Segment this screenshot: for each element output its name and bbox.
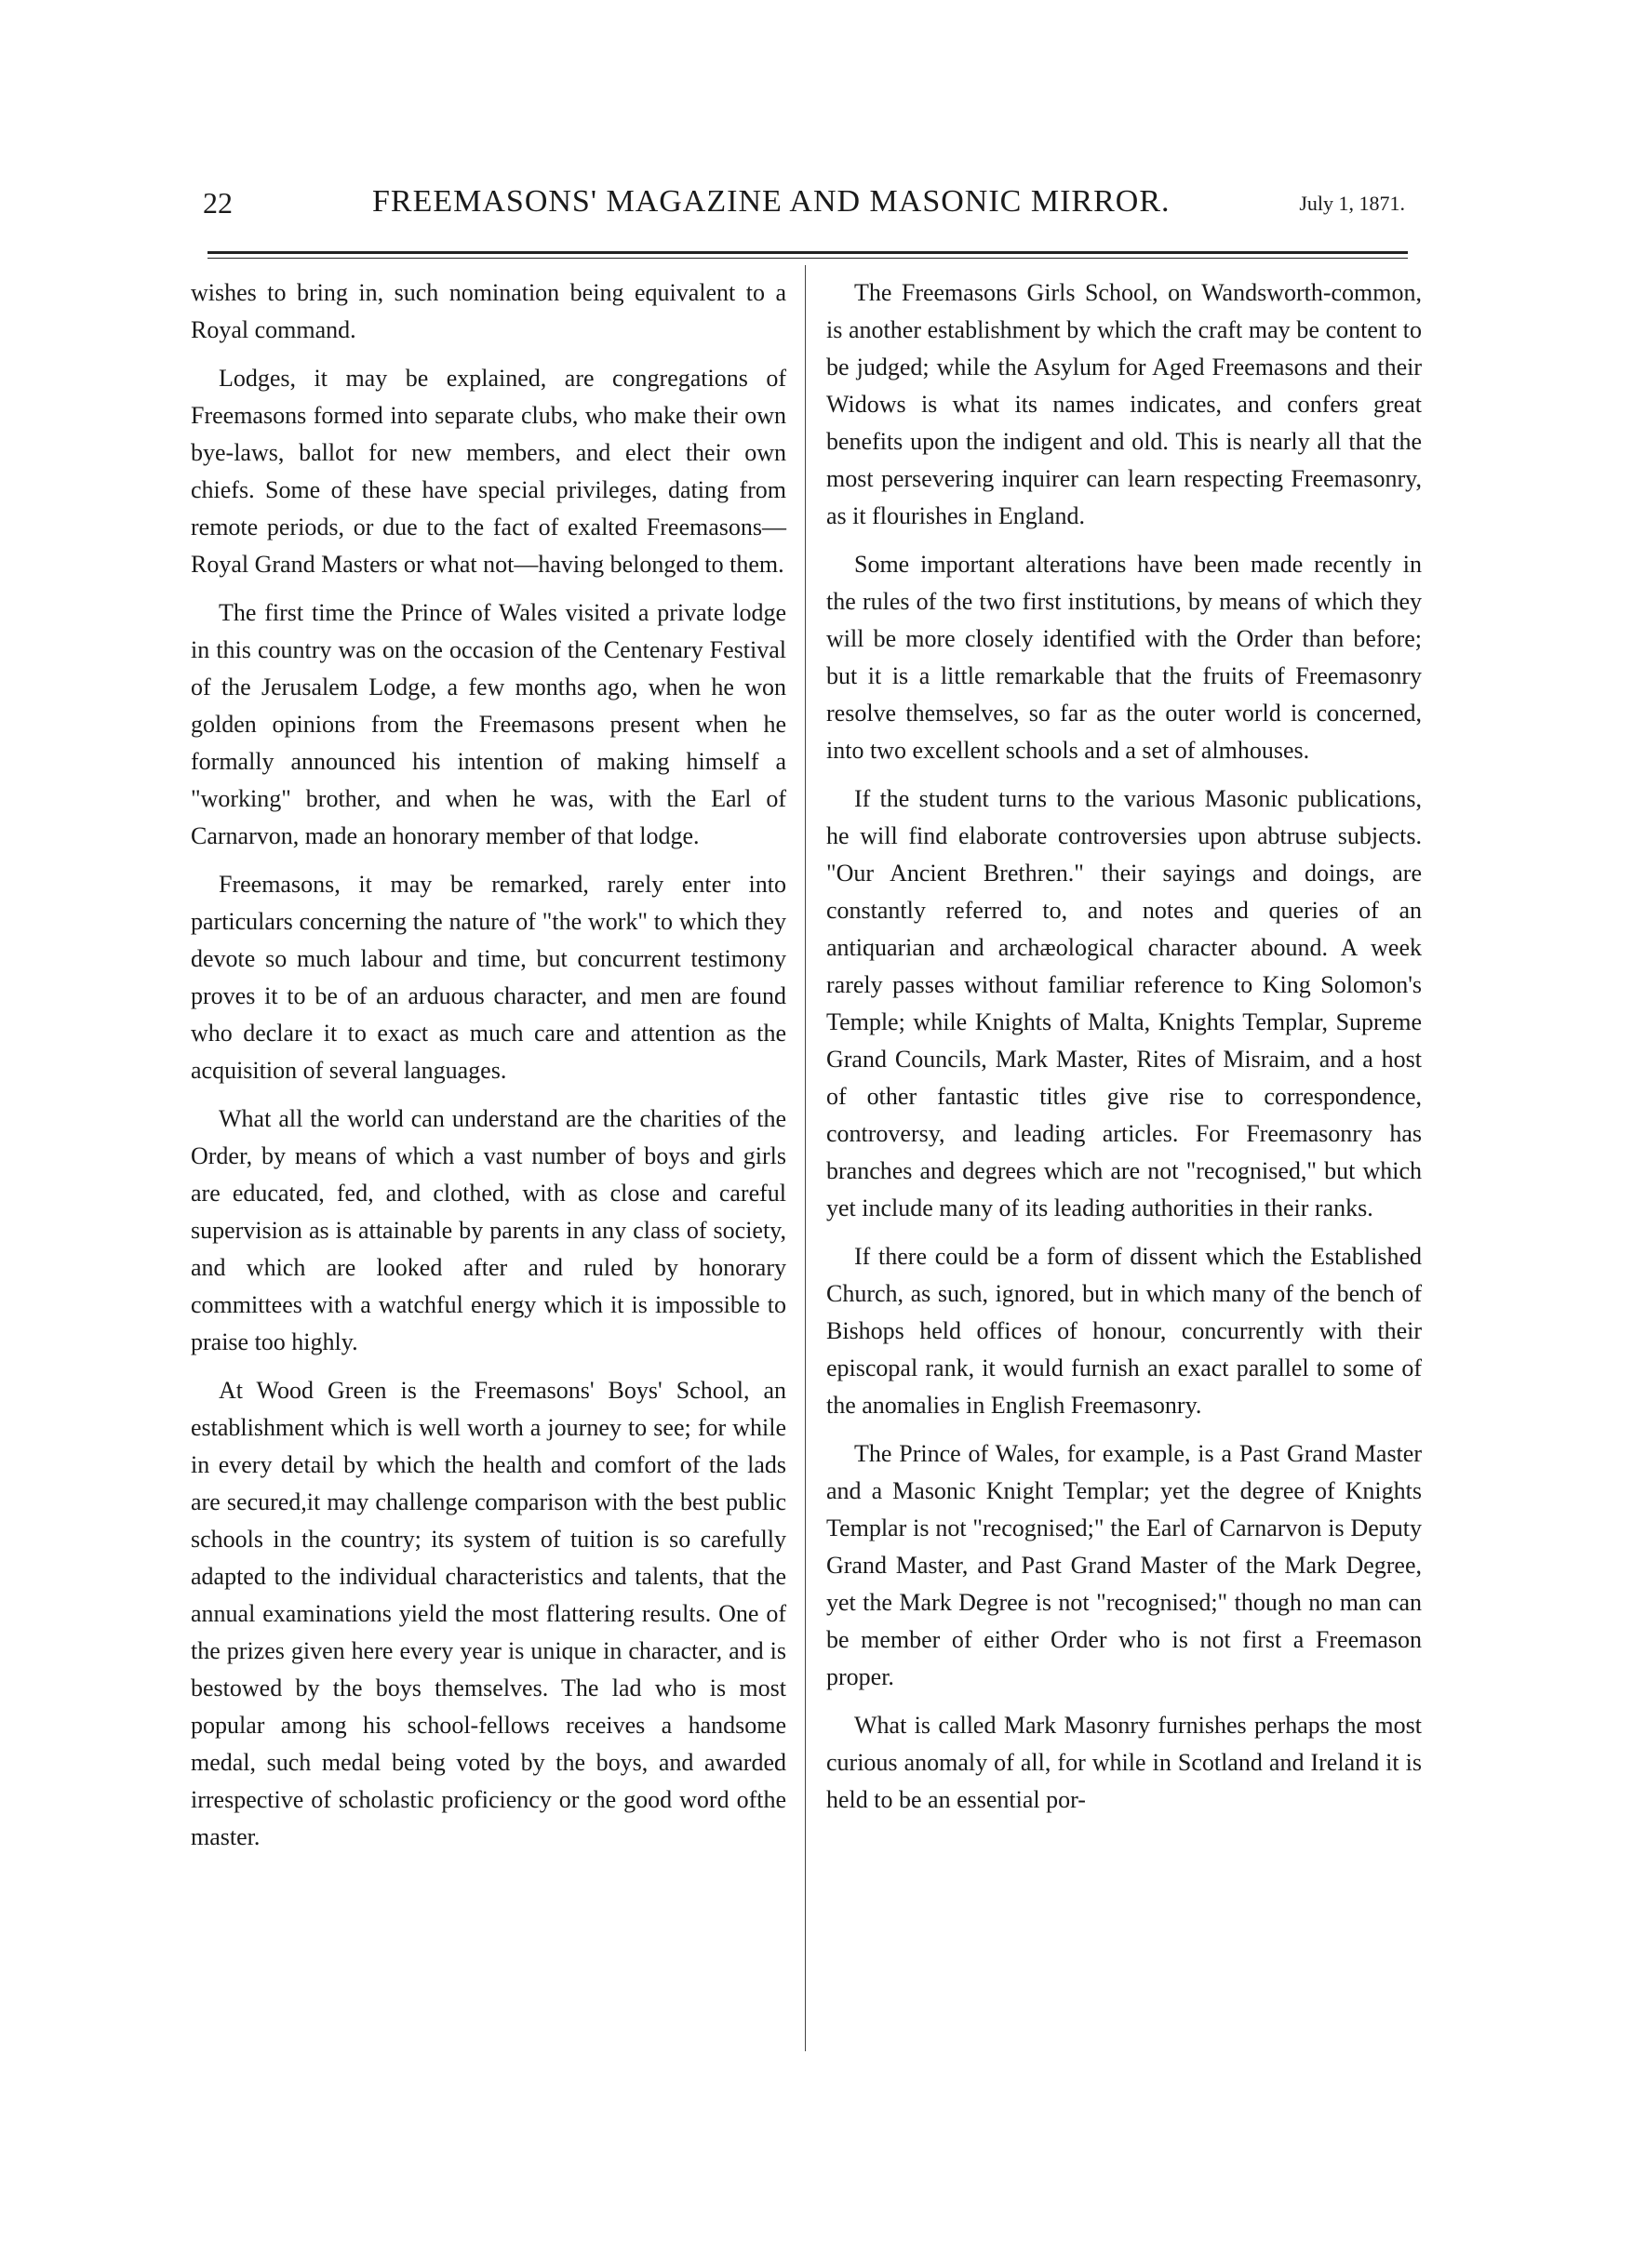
page-header <box>186 149 1405 220</box>
page-number: 22 <box>203 186 233 220</box>
paragraph: If the student turns to the various Masonic publications, he will find elaborate controversies upon abtruse subjects. "Our Ancient Brethren." their sayings and doings, are constantly referred to, and notes and queries of an antiquarian and archæological character abound. A week rarely passes without familiar reference to King Solomon's Temple; while Knights of Malta, Knights Templar, Supreme Grand Councils, Mark Master, Rites of Misraim, and a host of other fantastic titles give rise to correspondence, controversy, and leading articles. For Freemasonry has branches and degrees which are not "recognised," but which yet include many of its leading authorities in their ranks. <box>826 785 1422 1221</box>
paragraph: At Wood Green is the Freemasons' Boys' School, an establishment which is well worth a journey to see; for while in every detail by which the health and comfort of the lads are secured,it may challenge comparison with the best public schools in the country; its system of tuition is so carefully adapted to the individual characteristics and talents, that the annual examinations yield the most flattering results. One of the prizes given here every year is unique in character, and is bestowed by the boys themselves. The lad who is most popular among his school-fellows receives a handsome medal, such medal being voted by the boys, and awarded irrespective of scholastic proficiency or the good word ofthe master. <box>191 1377 786 1850</box>
issue-date: July 1, 1871. <box>1299 192 1405 215</box>
left-column <box>191 274 786 1867</box>
paragraph: Freemasons, it may be remarked, rarely enter into particulars concerning the nature of "the work" to which they devote so much labour and time, but concurrent testimony proves it to be of an arduous character, and men are found who declare it to exact as much care and attention as the acquisition of several languages. <box>191 871 786 1084</box>
paragraph: Some important alterations have been made recently in the rules of the two first institutions, by means of which they will be more closely identified with the Order than before; but it is a little remarkable that the fruits of Freemasonry resolve themselves, so far as the outer world is concerned, into two excellent schools and a set of almhouses. <box>826 551 1422 764</box>
paragraph: What is called Mark Masonry furnishes perhaps the most curious anomaly of all, for while in Scotland and Ireland it is held to be an essential por- <box>826 1712 1422 1813</box>
paragraph: What all the world can understand are the charities of the Order, by means of which a vast number of boys and girls are educated, fed, and clothed, with as close and careful supervision as is attainable by parents in any class of society, and which are looked after and ruled by honorary committees with a watchful energy which it is impossible to praise too highly. <box>191 1105 786 1355</box>
paragraph: If there could be a form of dissent which the Established Church, as such, ignored, but in which many of the bench of Bishops held offices of honour, concurrently with their episcopal rank, it would furnish an exact parallel to some of the anomalies in English Freemasonry. <box>826 1243 1422 1419</box>
paragraph: The Prince of Wales, for example, is a Past Grand Master and a Masonic Knight Templar; yet the degree of Knights Templar is not "recognised;" the Earl of Carnarvon is Deputy Grand Master, and Past Grand Master of the Mark Degree, yet the Mark Degree is not "recognised;" though no man can be member of either Order who is not first a Freemason proper. <box>826 1440 1422 1690</box>
header-rule <box>207 251 1408 259</box>
right-column <box>826 274 1422 1830</box>
paragraph: The Freemasons Girls School, on Wandsworth-common, is another establishment by which the craft may be content to be judged; while the Asylum for Aged Freemasons and their Widows is what its names indicates, and confers great benefits upon the indigent and old. This is nearly all that the most persevering inquirer can learn respecting Freemasonry, as it flourishes in England. <box>826 279 1422 529</box>
paragraph: wishes to bring in, such nomination being equivalent to a Royal command. <box>191 279 786 343</box>
paragraph: Lodges, it may be explained, are congregations of Freemasons formed into separate clubs, who make their own bye-laws, ballot for new members, and elect their own chiefs. Some of these have special privileges, dating from remote periods, or due to the fact of exalted Freemasons—Royal Grand Masters or what not—having belonged to them. <box>191 365 786 578</box>
masthead-title: FREEMASONS' MAGAZINE AND MASONIC MIRROR. <box>372 184 1171 219</box>
column-divider <box>805 265 806 2051</box>
paragraph: The first time the Prince of Wales visited a private lodge in this country was on the occasion of the Centenary Festival of the Jerusalem Lodge, a few months ago, when he won golden opinions from the Freemasons present when he formally announced his intention of making himself a "working" brother, and when he was, with the Earl of Carnarvon, made an honorary member of that lodge. <box>191 599 786 849</box>
